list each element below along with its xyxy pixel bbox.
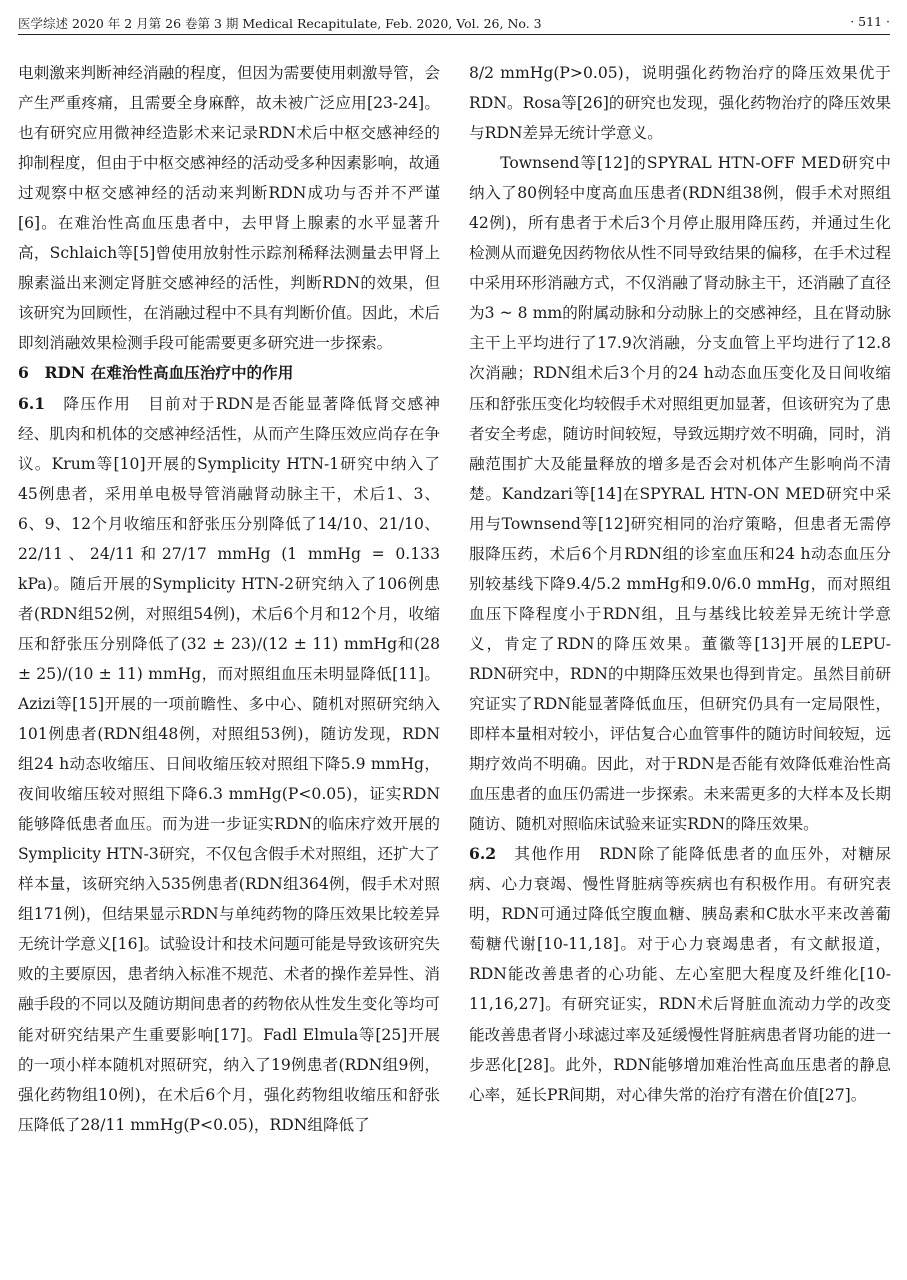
paragraph-continued-right: 8/2 mmHg(P>0.05)，说明强化药物治疗的降压效果优于RDN。Rosa等[26]的研究也发现，强化药物治疗的降压效果与RDN差异无统计学意义。 — [469, 64, 891, 143]
page-number: · 511 · — [850, 14, 890, 29]
paragraph-townsend: Townsend等[12]的SPYRAL HTN-OFF MED研究中纳入了80例轻中度高血压患者(RDN组38例，假手术对照组42例)，所有患者于术后3个月停止服用降压药，并通过生化检测从而避免因药物依从性不同导致结果的偏移，在手术过程中采用环形消融方式，不仅消融了肾动脉主干，还消融了直径为3 ~ 8 mm的附属动脉和分动脉上的交感神经，且在肾动脉主干上平均进行了17.9次消融，分支血管上平均进行了12.8次消融；RDN组术后3个月的24 h动态血压变化及日间收缩压和舒张压变化均较假手术对照组更加显著，但该研究为了患者安全考虑，随访时间较短，导致远期疗效不明确，同时，消融范围扩大及能量释放的增多是否会对机体产生影响尚不清楚。Kandzari等[14]在SPYRAL HTN-ON MED研究中采用与Townsend等[12]研究相同的治疗策略，但患者无需停服降压药，术后6个月RDN组的诊室血压和24 h动态血压分别较基线下降9.4/5.2 mmHg和9.0/6.0 mmHg，而对照组血压下降程度小于RDN组，且与基线比较差异无统计学意义，肯定了RDN的降压效果。董徽等[13]开展的LEPU-RDN研究中，RDN的中期降压效果也得到肯定。虽然目前研究证实了RDN能显著降低血压，但研究仍具有一定局限性，即样本量相对较小，评估复合心血管事件的随访时间较短，远期疗效尚不明确。因此，对于RDN是否能有效降低难治性高血压患者的血压仍需进一步探索。未来需更多的大样本及长期随访、随机对照临床试验来证实RDN的降压效果。 — [469, 154, 891, 834]
section-6-2-number: 6.2 — [469, 844, 497, 864]
left-column — [18, 58, 440, 1140]
section-6-heading: 6 RDN 在难治性高血压治疗中的作用 — [18, 363, 294, 383]
right-column — [469, 58, 891, 1110]
section-6-2-text: RDN除了能降低患者的血压外，对糖尿病、心力衰竭、慢性肾脏病等疾病也有积极作用。有研究表明，RDN可通过降低空腹血糖、胰岛素和C肽水平来改善葡萄糖代谢[10-11,18]。对于心力衰竭患者，有文献报道，RDN能改善患者的心功能、左心室肥大程度及纤维化[10-11,16,27]。有研究证实，RDN术后肾脏血流动力学的改变能改善患者肾小球滤过率及延缓慢性肾脏病患者肾功能的进一步恶化[28]。此外，RDN能够增加难治性高血压患者的静息心率，延长PR间期，对心律失常的治疗有潜在价值[27]。 — [469, 845, 891, 1104]
section-6-1-number: 6.1 — [18, 393, 46, 413]
section-6-1-text: 目前对于RDN是否能显著降低肾交感神经、肌肉和机体的交感神经活性，从而产生降压效应尚存在争议。Krum等[10]开展的Symplicity HTN-1研究中纳入了45例患者，采用单电极导管消融肾动脉主干，术后1、3、6、9、12个月收缩压和舒张压分别降低了14/10、21/10、22/11、24/11和27/17 mmHg (1 mmHg = 0.133 kPa)。随后开展的Symplicity HTN-2研究纳入了106例患者(RDN组52例，对照组54例)，术后6个月和12个月，收缩压和舒张压分别降低了(32 ± 23)/(12 ± 11) mmHg和(28 ± 25)/(10 ± 11) mmHg，而对照组血压未明显降低[11]。Azizi等[15]开展的一项前瞻性、多中心、随机对照研究纳入101例患者(RDN组48例，对照组53例)，随访发现，RDN组24 h动态收缩压、日间收缩压较对照组下降5.9 mmHg，夜间收缩压较对照组下降6.3 mmHg(P<0.05)，证实RDN能够降低患者血压。而为进一步证实RDN的临床疗效开展的Symplicity HTN-3研究，不仅包含假手术对照组，还扩大了样本量，该研究纳入535例患者(RDN组364例，假手术对照组171例)，但结果显示RDN与单纯药物的降压效果比较差异无统计学意义[16]。试验设计和技术问题可能是导致该研究失败的主要原因，患者纳入标准不规范、术者的操作差异性、消融手段的不同以及随访期间患者的药物依从性发生变化等均可能对研究结果产生重要影响[17]。Fadl Elmula等[25]开展的一项小样本随机对照研究，纳入了19例患者(RDN组9例，强化药物组10例)，在术后6个月，强化药物组收缩压和舒张压降低了28/11 mmHg(P<0.05)，RDN组降低了 — [18, 394, 440, 1134]
section-6-1-title: 降压作用 — [63, 394, 132, 413]
section-6-2-title: 其他作用 — [514, 845, 583, 864]
running-header — [18, 12, 890, 35]
paragraph-continued: 电刺激来判断神经消融的程度，但因为需要使用刺激导管，会产生严重疼痛，且需要全身麻醉，故未被广泛应用[23-24]。也有研究应用微神经造影术来记录RDN术后中枢交感神经的抑制程度，但由于中枢交感神经的活动受多种因素影响，故通过观察中枢交感神经的活动来判断RDN成功与否并不严谨[6]。在难治性高血压患者中，去甲肾上腺素的水平显著升高，Schlaich等[5]曾使用放射性示踪剂稀释法测量去甲肾上腺素溢出来测定肾脏交感神经的活性，判断RDN的效果，但该研究为回顾性，在消融过程中不具有判断价值。因此，术后即刻消融效果检测手段可能需要更多研究进一步探索。 — [18, 64, 440, 353]
journal-citation: 医学综述 2020 年 2 月第 26 卷第 3 期 Medical Recapitulate, Feb. 2020, Vol. 26, No. 3 — [18, 16, 542, 31]
section-6-2-paragraph — [469, 839, 891, 1109]
section-6-1-paragraph — [18, 389, 440, 1140]
